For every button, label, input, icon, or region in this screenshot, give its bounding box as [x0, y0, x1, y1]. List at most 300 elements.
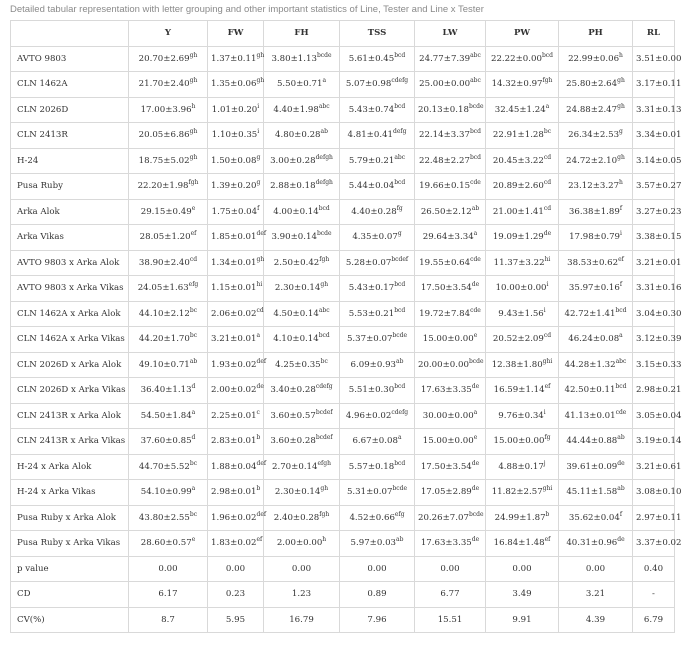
table-cell [340, 403, 415, 429]
table-row [11, 174, 675, 200]
group-letters: def [256, 357, 267, 365]
cell-value: 44.70±5.52 [138, 461, 190, 472]
table-cell [486, 531, 559, 557]
table-cell [208, 123, 264, 149]
table-cell [340, 174, 415, 200]
header-cell-y: Y [129, 21, 208, 47]
table-row [11, 225, 675, 251]
row-label: CLN 2026D x Arka Vikas [11, 378, 129, 404]
table-cell [486, 429, 559, 455]
group-letters: a [191, 485, 196, 493]
group-letters: cd [543, 153, 552, 161]
group-letters: cd [543, 332, 552, 340]
group-letters: f [619, 204, 623, 212]
table-cell [264, 378, 340, 404]
table-cell [264, 72, 340, 98]
row-label: Pusa Ruby x Arka Alok [11, 505, 129, 531]
table-row [11, 352, 675, 378]
table-row [11, 505, 675, 531]
group-letters: a [473, 408, 478, 416]
table-cell [633, 403, 682, 429]
table-cell [264, 225, 340, 251]
group-letters: a [619, 332, 623, 340]
table-cell [559, 429, 633, 455]
cell-value: 17.98±0.79 [569, 232, 620, 243]
table-cell [415, 123, 486, 149]
table-cell [486, 403, 559, 429]
cell-value: 9.76±0.34 [498, 410, 544, 421]
cell-value: 6.77 [440, 589, 460, 600]
group-letters: cdefg [391, 408, 409, 416]
table-cell [633, 250, 682, 276]
table-cell [633, 174, 682, 200]
table-cell [340, 46, 415, 72]
table-cell [129, 301, 208, 327]
group-letters: ef [256, 536, 263, 544]
table-cell [208, 556, 264, 582]
group-letters: gh [617, 77, 625, 85]
table-cell [129, 429, 208, 455]
group-letters: a [256, 332, 261, 340]
group-letters: ab [396, 357, 404, 365]
cell-value: 14.32±0.97 [491, 79, 543, 90]
cell-value: 12.38±1.80 [491, 359, 543, 370]
table-cell [264, 531, 340, 557]
group-letters: a [473, 230, 478, 238]
group-letters: i [546, 281, 549, 289]
cell-value: 5.53±0.21 [348, 308, 395, 319]
cell-value: 5.37±0.07 [346, 334, 393, 345]
cell-value: 4.96±0.02 [345, 410, 392, 421]
table-cell [264, 480, 340, 506]
group-letters: de [543, 230, 552, 238]
group-letters: hi [256, 281, 263, 289]
group-letters: ab [617, 485, 625, 493]
group-letters: bcd [615, 306, 627, 314]
group-letters: a [191, 408, 196, 416]
group-letters: fgh [542, 77, 553, 85]
group-letters: g [619, 128, 623, 136]
cell-value: 29.15±0.49 [140, 206, 192, 217]
cell-value: 17.63±3.35 [420, 538, 472, 549]
group-letters: def [256, 230, 267, 238]
group-letters: cd [189, 255, 198, 263]
cell-value: 3.14±0.05 [636, 155, 682, 166]
row-label: AVTO 9803 x Arka Vikas [11, 276, 129, 302]
cell-value: 6.09±0.93 [350, 359, 397, 370]
table-cell [340, 327, 415, 353]
row-label: CLN 2413R x Arka Vikas [11, 429, 129, 455]
table-cell [208, 250, 264, 276]
group-letters: ab [320, 128, 328, 136]
table-cell [129, 582, 208, 608]
table-cell [129, 250, 208, 276]
group-letters: i [543, 408, 546, 416]
cell-value: 44.10±2.12 [138, 308, 190, 319]
cell-value: 7.96 [367, 614, 387, 625]
group-letters: gh [320, 281, 329, 289]
table-cell [415, 199, 486, 225]
cell-value: 29.64±3.34 [422, 232, 474, 243]
table-cell [129, 72, 208, 98]
cell-value: 18.75±5.02 [138, 155, 190, 166]
table-cell [340, 276, 415, 302]
cell-value: 5.44±0.04 [348, 181, 395, 192]
table-cell [633, 480, 682, 506]
cell-value: 28.05±1.20 [139, 232, 191, 243]
table-cell [264, 429, 340, 455]
table-cell [340, 429, 415, 455]
table-cell [415, 505, 486, 531]
table-cell [559, 352, 633, 378]
table-cell [208, 403, 264, 429]
cell-value: 3.00±0.28 [270, 155, 316, 166]
cell-value: 2.97±0.11 [636, 512, 682, 523]
cell-value: 3.31±0.16 [636, 283, 682, 294]
table-cell [559, 556, 633, 582]
cell-value: 3.21±0.61 [636, 461, 682, 472]
cell-value: 20.52±2.09 [492, 334, 544, 345]
cell-value: 17.50±3.54 [420, 461, 472, 472]
table-cell [264, 148, 340, 174]
table-cell [486, 97, 559, 123]
cell-value: 1.34±0.01 [211, 257, 257, 268]
group-letters: abc [318, 306, 330, 314]
group-letters: defgh [315, 179, 333, 187]
cell-value: 3.17±0.11 [636, 79, 682, 90]
group-letters: efgh [317, 459, 331, 467]
group-letters: gh [320, 485, 329, 493]
group-letters: de [256, 383, 264, 391]
cell-value: 3.37±0.02 [636, 538, 682, 549]
group-letters: bcd [394, 459, 406, 467]
table-cell [208, 352, 267, 378]
cell-value: 54.50±1.84 [140, 410, 192, 421]
cell-value: 0.00 [585, 563, 606, 574]
group-letters: f [619, 510, 623, 518]
cell-value: 1.83±0.02 [211, 538, 257, 549]
table-cell [633, 199, 682, 225]
table-cell [633, 123, 682, 149]
cell-value: 3.40±0.28 [270, 385, 316, 396]
table-cell [415, 46, 486, 72]
group-letters: bcd [469, 153, 481, 161]
table-cell [486, 276, 559, 302]
group-letters: ef [618, 255, 624, 263]
group-letters: cd [543, 204, 552, 212]
group-letters: f [619, 281, 623, 289]
cell-value: 44.28±1.32 [564, 359, 616, 370]
table-cell [264, 607, 340, 633]
table-cell [559, 403, 633, 429]
table-cell [340, 352, 415, 378]
table-cell [129, 46, 208, 72]
table-cell [633, 454, 682, 480]
table-cell [264, 199, 340, 225]
table-cell [415, 429, 486, 455]
cell-value: 5.07±0.98 [345, 79, 392, 90]
cell-value: 4.00±0.14 [273, 206, 319, 217]
cell-value: 4.50±0.14 [273, 308, 319, 319]
table-cell [208, 505, 267, 531]
table-cell [208, 276, 264, 302]
cell-value: 3.60±0.57 [270, 410, 316, 421]
cell-value: 0.23 [225, 589, 246, 600]
cell-value: 5.43±0.74 [348, 104, 395, 115]
cell-value: 4.40±1.98 [273, 104, 319, 115]
row-label: H-24 [11, 148, 129, 174]
cell-value: 4.88±0.17 [498, 461, 544, 472]
cell-value: 2.98±0.01 [211, 487, 257, 498]
cell-value: 3.19±0.14 [636, 436, 682, 447]
table-cell [340, 250, 415, 276]
group-letters: bcde [468, 102, 484, 110]
header-cell-pw: PW [486, 21, 559, 47]
cell-value: 1.35±0.06 [211, 79, 257, 90]
cell-value: 3.57±0.27 [636, 181, 682, 192]
cell-value: 1.88±0.04 [211, 461, 257, 472]
row-label: Arka Vikas [11, 225, 129, 251]
cell-value: 16.79 [289, 614, 314, 625]
table-cell [340, 454, 415, 480]
table-row [11, 454, 675, 480]
table-cell [264, 123, 340, 149]
cell-value: 42.50±0.11 [564, 385, 616, 396]
cell-value: 0.00 [158, 563, 178, 574]
table-row [11, 72, 675, 98]
cell-value: 16.59±1.14 [493, 385, 545, 396]
cell-value: 16.84±1.48 [493, 538, 545, 549]
cell-value: 1.37±0.11 [211, 53, 257, 64]
cell-value: 3.21 [585, 589, 606, 600]
table-cell [208, 378, 264, 404]
cell-value: 10.00±0.00 [495, 283, 547, 294]
table-cell [340, 607, 415, 633]
cell-value: 22.91±1.28 [492, 130, 544, 141]
table-cell [415, 531, 486, 557]
group-letters: abc [615, 357, 627, 365]
cell-value: 20.13±0.18 [418, 104, 469, 115]
row-label: H-24 x Arka Alok [11, 454, 129, 480]
cell-value: 22.99±0.06 [568, 53, 620, 64]
table-cell [129, 480, 208, 506]
cell-value: 22.14±3.37 [419, 130, 470, 141]
cell-value: 5.51±0.30 [348, 385, 395, 396]
cell-value: 22.20±1.98 [137, 181, 189, 192]
cell-value: 20.70±2.69 [138, 53, 190, 64]
table-cell [415, 403, 486, 429]
table-cell [559, 250, 633, 276]
cell-value: 4.25±0.35 [275, 359, 321, 370]
table-cell [633, 46, 682, 72]
group-letters: de [471, 536, 480, 544]
table-cell [486, 174, 559, 200]
table-cell [208, 454, 267, 480]
table-cell [415, 97, 486, 123]
table-caption: Detailed tabular representation with letter grouping and other important statistics of Line, Tester and Line x Tester [10, 4, 484, 15]
table-cell [486, 607, 559, 633]
table-cell [486, 582, 559, 608]
cell-value: 2.25±0.01 [211, 410, 257, 421]
header-cell-blank [11, 21, 129, 47]
cell-value: 4.80±0.28 [275, 130, 321, 141]
group-letters: bcde [316, 230, 332, 238]
table-cell [415, 454, 486, 480]
table-cell [633, 276, 682, 302]
cell-value: 36.38±1.89 [568, 206, 620, 217]
table-cell [633, 378, 682, 404]
cell-value: 24.88±2.47 [566, 104, 618, 115]
group-letters: bc [189, 459, 198, 467]
table-row [11, 607, 675, 633]
table-cell [633, 531, 682, 557]
group-letters: gh [189, 51, 198, 59]
group-letters: def [256, 459, 267, 467]
table-cell [264, 582, 340, 608]
group-letters: a [397, 434, 402, 442]
group-letters: bcd [394, 102, 406, 110]
cell-value: 2.00±0.02 [211, 385, 257, 396]
table-cell [486, 480, 559, 506]
cell-value: 3.90±0.14 [271, 232, 317, 243]
table-cell [415, 352, 486, 378]
group-letters: ghi [542, 485, 553, 493]
cell-value: 0.00 [440, 563, 460, 574]
group-letters: de [471, 459, 480, 467]
group-letters: bcd [541, 51, 553, 59]
table-cell [129, 556, 208, 582]
table-cell [264, 97, 340, 123]
table-cell [129, 607, 208, 633]
cell-value: 35.97±0.16 [568, 283, 620, 294]
group-letters: hi [544, 255, 551, 263]
cell-value: 22.48±2.27 [419, 155, 470, 166]
table-cell [208, 199, 264, 225]
group-letters: abc [318, 102, 330, 110]
cell-value: 1.23 [291, 589, 312, 600]
group-letters: bcd [394, 179, 406, 187]
cell-value: 21.00±1.41 [492, 206, 544, 217]
cell-value: 4.10±0.14 [273, 334, 319, 345]
group-letters: gh [256, 255, 265, 263]
group-letters: bc [189, 332, 198, 340]
cell-value: 17.00±3.96 [140, 104, 192, 115]
cell-value: 22.22±0.00 [491, 53, 542, 64]
table-cell [264, 46, 340, 72]
group-letters: gh [256, 51, 265, 59]
group-letters: de [617, 459, 625, 467]
table-cell [340, 199, 415, 225]
cell-value: 30.00±0.00 [422, 410, 474, 421]
group-letters: bcde [392, 485, 408, 493]
table-cell [340, 531, 415, 557]
group-letters: cde [615, 408, 627, 416]
group-letters: bcd [469, 128, 481, 136]
group-letters: g [256, 179, 261, 187]
group-letters: d [191, 434, 196, 442]
table-cell [264, 556, 340, 582]
statistics-table [10, 20, 682, 633]
table-cell [415, 276, 486, 302]
table-cell [486, 301, 559, 327]
cell-value: 32.45±1.24 [494, 104, 546, 115]
table-row [11, 429, 675, 455]
table-cell [633, 225, 682, 251]
table-cell [486, 454, 559, 480]
cell-value: 42.72±1.41 [564, 308, 616, 319]
group-letters: b [256, 434, 261, 442]
table-cell [559, 148, 633, 174]
group-letters: g [397, 230, 402, 238]
group-letters: abc [470, 51, 481, 59]
table-cell [415, 480, 486, 506]
cell-value: 41.13±0.01 [564, 410, 616, 421]
cell-value: 2.40±0.28 [273, 512, 320, 523]
group-letters: bcd [615, 383, 627, 391]
table-cell [486, 250, 559, 276]
cell-value: 3.51±0.00 [636, 53, 682, 64]
header-row [11, 21, 675, 47]
cell-value: 1.93±0.02 [211, 359, 257, 370]
group-letters: abc [470, 77, 481, 85]
cell-value: 2.30±0.14 [274, 487, 321, 498]
group-letters: abc [394, 153, 406, 161]
group-letters: bcdef [315, 434, 333, 442]
cell-value: 2.98±0.21 [636, 385, 682, 396]
group-letters: bcde [468, 510, 484, 518]
table-cell [340, 148, 415, 174]
table-cell [340, 582, 415, 608]
table-cell [633, 97, 682, 123]
group-letters: bcd [394, 51, 406, 59]
table-cell [208, 148, 264, 174]
table-cell [129, 174, 208, 200]
table-row [11, 276, 675, 302]
table-row [11, 301, 675, 327]
group-letters: f [257, 204, 260, 212]
group-letters: i [257, 102, 260, 110]
cell-value: 15.00±0.00 [422, 334, 474, 345]
group-letters: efg [188, 281, 199, 289]
row-label: Pusa Ruby x Arka Vikas [11, 531, 129, 557]
table-cell [208, 531, 264, 557]
table-cell [129, 123, 208, 149]
table-cell [415, 556, 486, 582]
table-cell [486, 72, 559, 98]
cell-value: 26.34±2.53 [568, 130, 620, 141]
cell-value: 19.09±1.29 [492, 232, 544, 243]
header-cell-rl: RL [633, 21, 675, 47]
table-cell [559, 123, 633, 149]
table-cell [129, 378, 208, 404]
table-cell [208, 327, 264, 353]
cell-value: 4.35±0.07 [352, 232, 398, 243]
table-cell [340, 378, 415, 404]
group-letters: g [256, 153, 261, 161]
row-label: AVTO 9803 [11, 46, 129, 72]
table-cell [633, 607, 675, 633]
group-letters: ef [190, 230, 197, 238]
table-cell [486, 148, 559, 174]
header-cell-ph: PH [559, 21, 633, 47]
group-letters: cde [470, 306, 481, 314]
cell-value: 3.38±0.15 [636, 232, 682, 243]
cell-value: 5.43±0.17 [348, 283, 395, 294]
table-cell [340, 505, 415, 531]
group-letters: bc [189, 510, 198, 518]
table-cell [129, 454, 208, 480]
group-letters: def [256, 510, 267, 518]
